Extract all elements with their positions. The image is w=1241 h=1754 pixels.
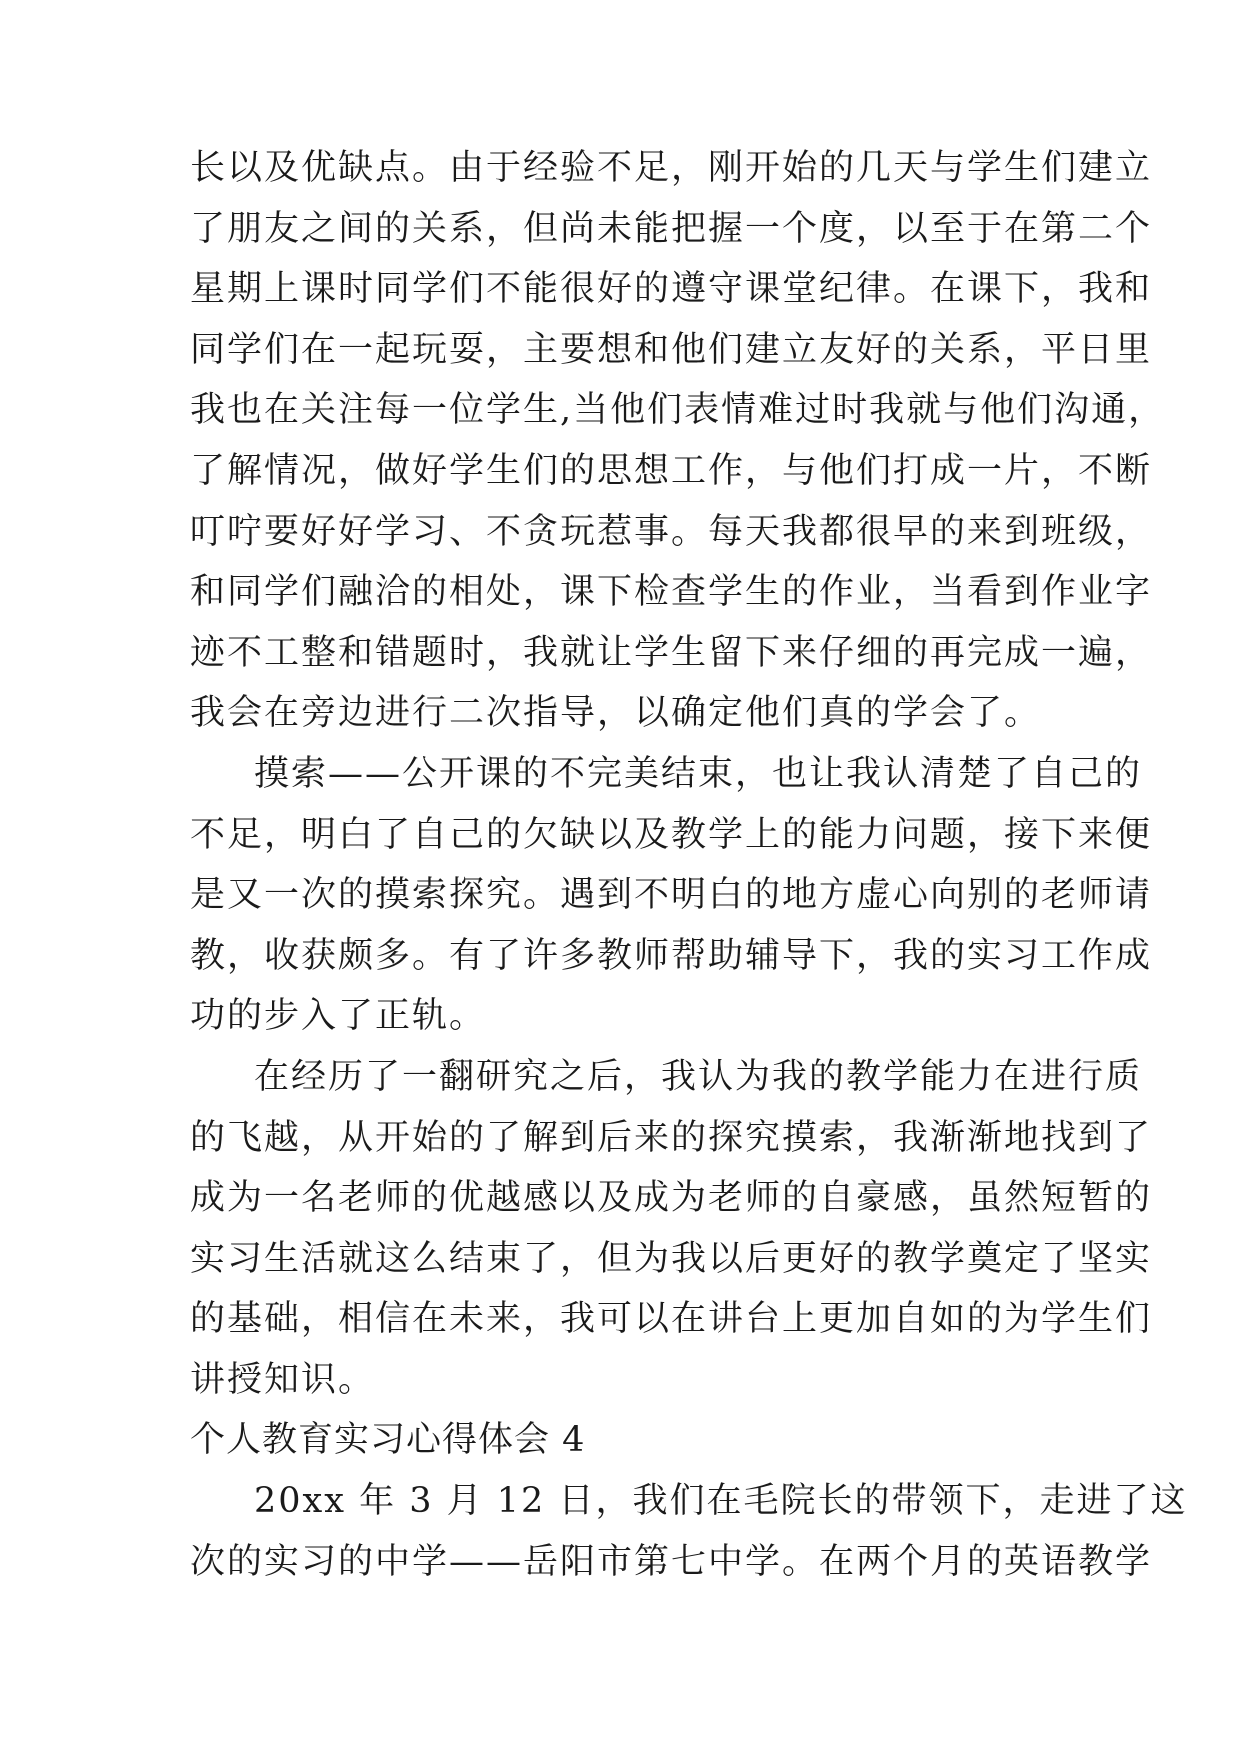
text-line: 实习生活就这么结束了，但为我以后更好的教学奠定了坚实	[190, 1238, 1153, 1279]
document-body	[190, 138, 1188, 1592]
text-line: 的飞越，从开始的了解到后来的探究摸索，我渐渐地找到了	[190, 1117, 1153, 1158]
text-line: 是又一次的摸索探究。遇到不明白的地方虚心向别的老师请	[190, 875, 1153, 916]
text-line: 星期上课时同学们不能很好的遵守课堂纪律。在课下，我和	[190, 269, 1153, 310]
text-line: 和同学们融洽的相处，课下检查学生的作业，当看到作业字	[190, 572, 1153, 613]
text-line: 教，收获颇多。有了许多教师帮助辅导下，我的实习工作成	[190, 935, 1153, 976]
text-line: 次的实习的中学——岳阳市第七中学。在两个月的英语教学	[190, 1541, 1153, 1582]
paragraph-start-line: 在经历了一翻研究之后，我认为我的教学能力在进行质	[254, 1056, 1143, 1097]
text-line: 的基础，相信在未来，我可以在讲台上更加自如的为学生们	[190, 1299, 1153, 1340]
text-line: 了朋友之间的关系，但尚未能把握一个度，以至于在第二个	[190, 208, 1153, 249]
text-line: 我会在旁边进行二次指导，以确定他们真的学会了。	[190, 693, 1042, 734]
paragraph-start-line: 20xx 年 3 月 12 日，我们在毛院长的带领下，走进了这	[254, 1481, 1188, 1522]
text-line: 长以及优缺点。由于经验不足，刚开始的几天与学生们建立	[190, 148, 1153, 188]
text-line: 了解情况，做好学生们的思想工作，与他们打成一片，不断	[190, 450, 1153, 491]
text-line: 不足，明白了自己的欠缺以及教学上的能力问题，接下来便	[190, 814, 1153, 855]
text-line: 讲授知识。	[190, 1359, 376, 1400]
text-line: 成为一名老师的优越感以及成为老师的自豪感，虽然短暂的	[190, 1178, 1153, 1219]
text-line: 我也在关注每一位学生,当他们表情难过时我就与他们沟通，	[190, 390, 1166, 431]
text-line: 迹不工整和错题时，我就让学生留下来仔细的再完成一遍，	[190, 632, 1153, 673]
text-line: 叮咛要好好学习、不贪玩惹事。每天我都很早的来到班级，	[190, 511, 1153, 552]
paragraph-start-line: 摸索——公开课的不完美结束，也让我认清楚了自己的	[254, 753, 1143, 794]
text-line: 同学们在一起玩耍，主要想和他们建立友好的关系，平日里	[190, 329, 1153, 370]
text-line: 功的步入了正轨。	[190, 996, 487, 1037]
section-heading: 个人教育实习心得体会 4	[190, 1420, 586, 1461]
